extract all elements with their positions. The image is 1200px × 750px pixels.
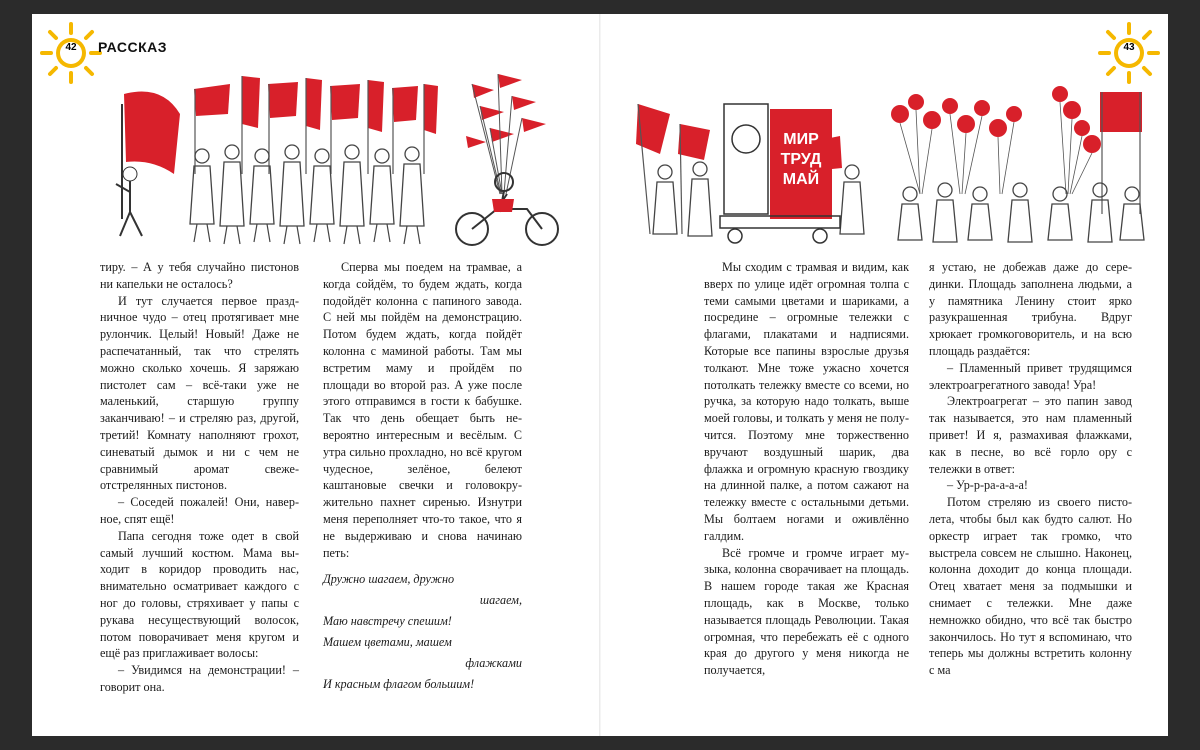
paragraph: тиру. – А у тебя случайно пистонов ни капельки не осталось? — [100, 260, 299, 291]
paragraph: – Соседей пожалей! Они, наверное, спят ещё! — [100, 495, 299, 526]
paragraph: Сперва мы поедем на трамвае, а когда сойдём, то будем ждать, когда подойдёт колонна с папиного завода. С ней мы пойдём на демонстрацию. Потом будем ждать, когда пойдёт колонна с маминой работы. Там мы встретим маму и пройдём по площади во второй раз. А уже после этого отправимся в гости к бабушке. Так что день обещает быть невероятно интересным и весёлым. С утра сильно прохладно, но всё кругом чудесное, зелёное, белеют каштановые свечки и головокружительно пахнет сиренью. Изнутри меня переполняет что-то такое, что я не выдерживаю и снова начинаю петь: — [323, 260, 522, 560]
text-column-3 — [704, 259, 909, 679]
song-verse — [323, 569, 522, 695]
verse-line: И красным флагом большим! — [323, 677, 475, 692]
paragraph: И тут случается первое праздничное чудо – отец протягивает мне рулончик. Целый! Новый! Даже не распечатанный, так что стрелять можно сколько хочешь. Я заряжаю пистолет сам – всё-таки уже не маленький, старшую группу заканчиваю! – и стреляю раз, другой, третий! Комнату наполняют грохот, синеватый дымок и ни с чем не сравнимый аромат свежеотстрелянных пистонов. — [100, 293, 299, 493]
paragraph: – Пламенный привет трудящимся электроагрегатного завода! Ура! — [929, 360, 1132, 392]
text-column-4 — [929, 259, 1132, 679]
verse-line: Дружно шагаем, дружно — [323, 572, 455, 587]
text-column-2 — [323, 259, 522, 695]
paragraph: Всё громче и громче играет музыка, колонна сворачивает на площадь. В нашем городе такая же Красная площадь, как в Москве, только называется площадь Революции. Такая огромная, что перебежать её с одного края до другого у меня никогда не получается, — [704, 545, 909, 678]
verse-line: флажками — [465, 656, 522, 671]
paragraph: Электроагрегат – это папин завод так называется, это нам пламенный привет! И я, размахивая флажками, как в песне, во всё горло ору с тележки в ответ: — [929, 394, 1132, 476]
paragraph: Мы сходим с трамвая и видим, как вверх по улице идёт огромная толпа с теми самыми цветами и шариками, а посредине – огромные тележки с флагами, плакатами и надписями. Которые все папины взрослые друзья толкают. Мне тоже ужасно хочется потолкать тележку вместе со всеми, но ручка, за которую надо толкать, выше моей головы, и толкать у меня не получится. Поэтому мне торжественно вручают воздушный шарик, два флажка и огромную красную гвоздику на длинной палке, а потом сажают на тележку вместе с остальными детьми. Мы болтаем ногами и оживлённо галдим. — [704, 260, 909, 543]
verse-line: шагаем, — [479, 593, 522, 608]
left-page — [32, 14, 600, 736]
verse-line: Маю навстречу спешим! — [323, 614, 452, 629]
parade-illustration-right — [620, 44, 1150, 256]
paragraph: – Увидимся на демонстрации! – говорит она. — [100, 663, 299, 694]
parade-illustration-left — [102, 44, 592, 256]
page-number-left: 42 — [65, 42, 77, 53]
page-number-right: 43 — [1123, 42, 1135, 53]
sign-may: МАЙ — [782, 171, 820, 188]
verse-line: Машем цветами, машем — [323, 635, 452, 650]
paragraph: Потом стреляю из своего пистолета, чтобы был как будто салют. Но оркестр играет так громко, что выстрела совсем не слышно. Наконец, колонна доходит до конца площади. Отец хватает меня за подмышки и снимает с тележки. Мне даже немножко обидно, что всё так быстро закончилось. Но тут я вспоминаю, что теперь мы должны встретить колонну с ма — [929, 495, 1132, 678]
sign-trud: ТРУД — [780, 151, 822, 168]
sun-icon — [40, 22, 102, 84]
paragraph: – Ур-р-ра-а-а-а! — [947, 478, 1028, 493]
book-spread — [32, 14, 1168, 736]
paragraph: я устаю, не добежав даже до серединки. Площадь заполнена людьми, а у памятника Ленину стоит ярко разукрашенная трибуна. Вдруг хрюкает громкоговоритель, и на всю площадь раздаётся: — [929, 260, 1132, 358]
right-page — [600, 14, 1168, 736]
paragraph: Папа сегодня тоже одет в свой самый лучший костюм. Мама выходит в коридор проводить нас, внимательно осматривает каждого с ног до головы, стряхивает у папы с рукава несуществующий волосок, потом поворачивает меня кругом и ещё раз приглаживает волосы: — [100, 528, 299, 661]
section-title: РАССКАЗ — [98, 39, 168, 55]
sign-mir: МИР — [783, 131, 819, 148]
text-column-1 — [100, 259, 299, 696]
